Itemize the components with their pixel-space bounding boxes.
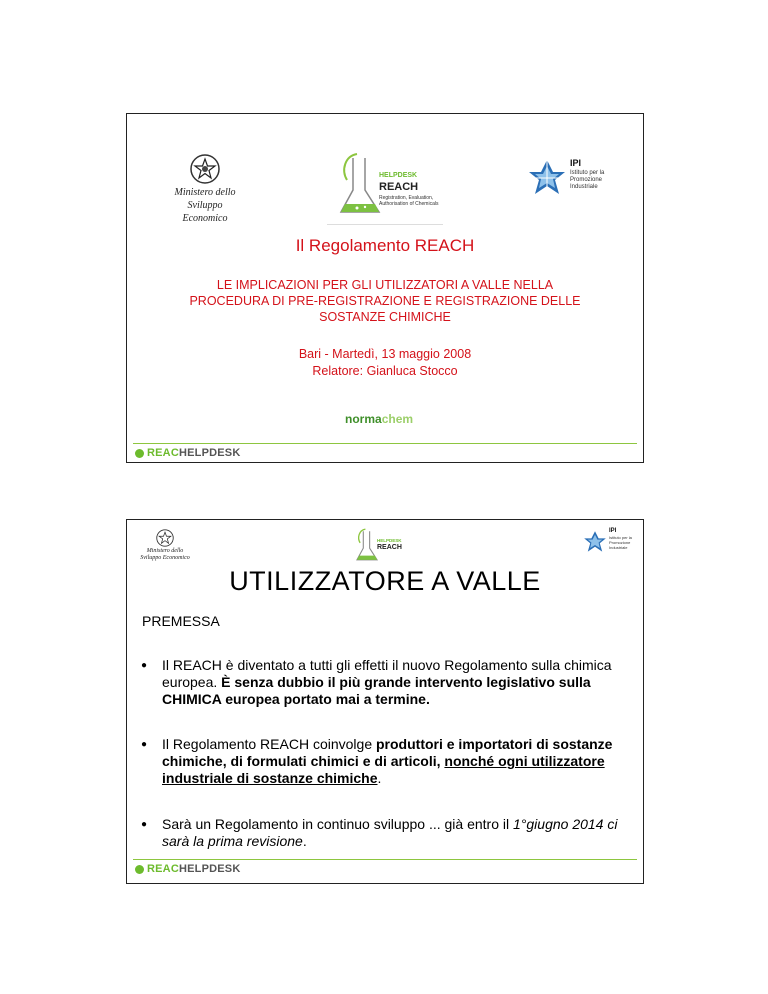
ipi-sub-3: Industriale [609,545,628,550]
bullet-1-bold: È senza dubbio il più grande intervento legislativo sulla CHIMICA europea portato mai a termine. [162,674,591,707]
event-info [127,346,643,380]
slide-1 [126,113,644,463]
ministry-line-2: Sviluppo Economico [182,200,228,224]
reach-label: REACH [379,181,419,193]
event-date: Bari - Martedì, 13 maggio 2008 [298,347,472,361]
footer-line [133,859,637,860]
ministry-line-2: Sviluppo Economico [140,555,190,561]
footer-reach-helpdesk-logo [135,447,240,459]
section-heading: PREMESSA [142,613,220,629]
footer-helpdesk: HELPDESK [178,863,241,875]
presentation-title: Il Regolamento REACH [295,236,475,255]
helpdesk-reach-logo-small [353,527,423,565]
slide-title: UTILIZZATORE A VALLE [229,566,541,596]
bullet-3-text: Sarà un Regolamento in continuo sviluppo ... già entro il [162,816,513,832]
ministry-logo-small [137,528,193,562]
italian-emblem-icon [188,152,222,186]
reach-dot-icon [135,865,144,874]
bullet-dot: ● [141,819,148,830]
normachem-logo [345,412,413,426]
bullet-2-text: Il Regolamento REACH coinvolge [162,736,376,752]
helpdesk-label: HELPDESK [377,538,402,543]
footer-reac: REAC [147,447,179,459]
bullet-2-end: . [377,770,382,786]
bullet-dot: ● [141,660,148,671]
bullet-3 [135,816,637,850]
ipi-sub-2: Promozione [609,540,631,545]
slide-2 [126,519,644,884]
bullet-2-bold: produttori e importatori di sostanze chimiche, di formulati chimici e di articoli, [162,736,613,769]
ipi-sub-3: Industriale [570,184,598,190]
helpdesk-label: HELPDESK [379,172,418,179]
reach-sub-2: Authorisation of Chemicals [379,201,439,207]
ipi-sub-1: Istituto per la [609,535,632,540]
bullet-3-end: . [302,833,307,849]
reach-sub-1: Registration, Evaluation, [379,195,434,201]
ipi-star-icon [583,530,607,554]
bullet-2-underlined: nonché ogni utilizzatore industriale di sostanze chimiche [162,753,605,786]
ipi-name: IPI [609,528,617,534]
ministry-logo [165,152,245,225]
reach-dot-icon [135,449,144,458]
italian-emblem-icon [155,528,175,548]
footer-reac: REAC [147,863,179,875]
subtitle-line-2: PROCEDURA DI PRE-REGISTRAZIONE E REGISTRAZIONE DELLE [189,294,581,308]
ipi-logo [527,156,637,200]
reach-label: REACH [377,544,402,551]
bullet-dot: ● [141,739,148,750]
bullet-2 [135,736,637,787]
subtitle-line-1: LE IMPLICAZIONI PER GLI UTILIZZATORI A VALLE NELLA [216,278,554,292]
ipi-sub-1: Istituto per la [570,170,605,176]
normachem-part-1: norma [345,412,382,426]
bullet-3-italic: 1°giugno 2014 ci sarà la prima revisione [162,816,618,849]
footer-helpdesk: HELPDESK [178,447,241,459]
subtitle-line-3: SOSTANZE CHIMICHE [319,310,451,324]
bullet-1 [135,657,637,708]
bullet-1-text: Il REACH è diventato a tutti gli effetti il nuovo Regolamento sulla chimica europea. [162,657,612,690]
ipi-sub-2: Promozione [570,177,603,183]
ipi-star-icon [527,158,567,198]
presentation-subtitle [127,277,643,325]
speaker: Relatore: Gianluca Stocco [312,364,458,378]
logo-divider [327,224,443,225]
normachem-part-2: chem [381,412,414,426]
ipi-logo-small [583,528,643,556]
helpdesk-reach-logo [335,150,445,220]
ministry-line-1: Ministero dello [174,187,236,198]
flask-icon [335,150,385,218]
footer-reach-helpdesk-logo [135,863,240,875]
ipi-name: IPI [570,158,582,168]
footer-line [133,443,637,444]
ministry-line-1: Ministero dello [146,548,184,554]
